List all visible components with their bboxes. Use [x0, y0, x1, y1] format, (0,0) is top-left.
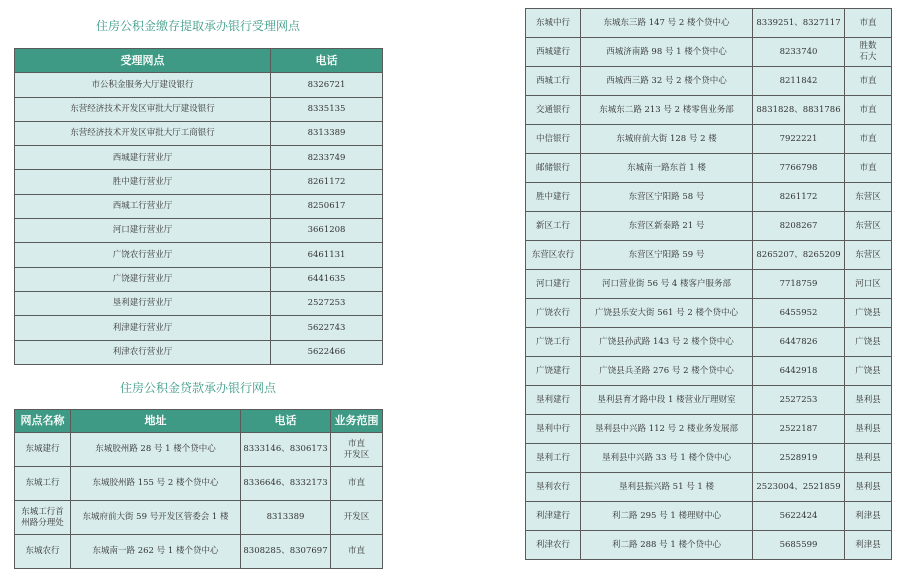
table-cell: 东城工行	[15, 467, 71, 501]
table-cell: 垦利县中兴路 33 号 1 楼个贷中心	[581, 444, 753, 473]
table-cell: 5622424	[753, 502, 845, 531]
table-row	[526, 270, 892, 299]
table-row	[15, 243, 383, 267]
table-cell: 8208267	[753, 212, 845, 241]
table-cell: 东城中行	[526, 9, 581, 38]
table-cell: 东城府前大街 128 号 2 楼	[581, 125, 753, 154]
table-cell: 市直	[845, 96, 892, 125]
table-cell: 西城建行	[526, 38, 581, 67]
table-cell: 2522187	[753, 415, 845, 444]
table-cell: 垦利县振兴路 51 号 1 楼	[581, 473, 753, 502]
table-row	[15, 121, 383, 145]
table-cell: 河口营业街 56 号 4 楼客户服务部	[581, 270, 753, 299]
table-cell: 2528919	[753, 444, 845, 473]
table-row	[15, 146, 383, 170]
table-row	[526, 415, 892, 444]
table-row	[526, 125, 892, 154]
table-cell: 东城东二路 213 号 2 楼零售业务部	[581, 96, 753, 125]
table-row	[526, 328, 892, 357]
table-cell: 垦利县中兴路 112 号 2 楼业务发展部	[581, 415, 753, 444]
table-header-row	[15, 49, 383, 73]
table-row	[526, 473, 892, 502]
table-cell: 8336646、8332173	[241, 467, 331, 501]
table-row	[15, 291, 383, 315]
table-row	[526, 9, 892, 38]
table-cell: 东营区	[845, 212, 892, 241]
table-cell: 市直	[331, 535, 383, 569]
table-cell: 8326721	[271, 73, 383, 97]
table-cell: 东城南一路东首 1 楼	[581, 154, 753, 183]
table-cell: 8831828、8831786	[753, 96, 845, 125]
table-cell: 6442918	[753, 357, 845, 386]
table-cell: 广饶工行	[526, 328, 581, 357]
table-row	[15, 501, 383, 535]
table-cell: 利津建行	[526, 502, 581, 531]
table-cell: 利津县	[845, 531, 892, 560]
table-cell: 广饶县乐安大街 561 号 2 楼个贷中心	[581, 299, 753, 328]
table-cell: 广饶建行营业厅	[15, 267, 271, 291]
table-cell: 东营区	[845, 241, 892, 270]
table-cell: 广饶县	[845, 299, 892, 328]
column-header: 电话	[241, 410, 331, 433]
table-cell: 西城建行营业厅	[15, 146, 271, 170]
table-cell: 东营经济技术开发区审批大厅建设银行	[15, 97, 271, 121]
table-row	[15, 316, 383, 340]
table-cell: 垦利县	[845, 415, 892, 444]
deposit-outlets-table	[14, 48, 383, 365]
table-cell: 东营区农行	[526, 241, 581, 270]
table-cell: 东营区新泰路 21 号	[581, 212, 753, 241]
table-cell: 广饶建行	[526, 357, 581, 386]
table-row	[526, 502, 892, 531]
table-cell: 利二路 295 号 1 楼理财中心	[581, 502, 753, 531]
table-cell: 西城济南路 98 号 1 楼个贷中心	[581, 38, 753, 67]
table-row	[526, 96, 892, 125]
table-cell: 8313389	[271, 121, 383, 145]
table-cell: 2527253	[271, 291, 383, 315]
table-cell: 利津建行营业厅	[15, 316, 271, 340]
table-cell: 广饶农行	[526, 299, 581, 328]
table-cell: 3661208	[271, 219, 383, 243]
table-cell: 8308285、8307697	[241, 535, 331, 569]
table-cell: 2527253	[753, 386, 845, 415]
table-cell: 垦利建行营业厅	[15, 291, 271, 315]
table-cell: 7766798	[753, 154, 845, 183]
table-cell: 5622743	[271, 316, 383, 340]
table-row	[15, 535, 383, 569]
table-row	[15, 194, 383, 218]
table-cell: 河口建行营业厅	[15, 219, 271, 243]
table-cell: 8265207、8265209	[753, 241, 845, 270]
table-cell: 广饶农行营业厅	[15, 243, 271, 267]
table-cell: 8333146、8306173	[241, 433, 331, 467]
table-cell: 2523004、2521859	[753, 473, 845, 502]
table-cell: 8335135	[271, 97, 383, 121]
table-cell: 利津县	[845, 502, 892, 531]
table-cell: 7922221	[753, 125, 845, 154]
table-cell: 8233740	[753, 38, 845, 67]
table-cell: 6447826	[753, 328, 845, 357]
table-cell: 6455952	[753, 299, 845, 328]
table-cell: 垦利县	[845, 386, 892, 415]
table-cell: 东城建行	[15, 433, 71, 467]
table-cell: 新区工行	[526, 212, 581, 241]
section2-title: 住房公积金贷款承办银行网点	[119, 381, 276, 395]
table-cell: 8313389	[241, 501, 331, 535]
table-cell: 垦利农行	[526, 473, 581, 502]
table-row	[526, 154, 892, 183]
table-cell: 垦利县育才路中段 1 楼营业厅理财室	[581, 386, 753, 415]
table-cell: 广饶县兵圣路 276 号 2 楼个贷中心	[581, 357, 753, 386]
loan-outlets-table-continued	[525, 8, 892, 560]
table-cell: 东城东三路 147 号 2 楼个贷中心	[581, 9, 753, 38]
table-cell: 8250617	[271, 194, 383, 218]
column-header: 电话	[271, 49, 383, 73]
column-header: 受理网点	[15, 49, 271, 73]
table-cell: 市直	[845, 154, 892, 183]
table-cell: 中信银行	[526, 125, 581, 154]
table-cell: 8339251、8327117	[753, 9, 845, 38]
table-cell: 东营区宁阳路 58 号	[581, 183, 753, 212]
table-row	[15, 73, 383, 97]
table-row	[526, 38, 892, 67]
table-cell: 5622466	[271, 340, 383, 364]
table-row	[15, 97, 383, 121]
table-cell: 广饶县孙武路 143 号 2 楼个贷中心	[581, 328, 753, 357]
table-cell: 7718759	[753, 270, 845, 299]
table-header-row	[15, 410, 383, 433]
section1-title: 住房公积金缴存提取承办银行受理网点	[95, 19, 300, 33]
table-cell: 西城工行	[526, 67, 581, 96]
table-cell: 6441635	[271, 267, 383, 291]
table-cell: 交通银行	[526, 96, 581, 125]
table-row	[526, 444, 892, 473]
table-cell: 市直	[845, 125, 892, 154]
table-cell: 东城南一路 262 号 1 楼个贷中心	[71, 535, 241, 569]
table-cell: 东城胶州路 28 号 1 楼个贷中心	[71, 433, 241, 467]
table-row	[15, 467, 383, 501]
table-cell: 胜中建行营业厅	[15, 170, 271, 194]
table-cell: 东城工行首 州路分理处	[15, 501, 71, 535]
table-cell: 胜数 石大	[845, 38, 892, 67]
table-cell: 垦利县	[845, 473, 892, 502]
table-cell: 6461131	[271, 243, 383, 267]
table-row	[15, 433, 383, 467]
table-cell: 东城胶州路 155 号 2 楼个贷中心	[71, 467, 241, 501]
table-cell: 东营区宁阳路 59 号	[581, 241, 753, 270]
table-row	[15, 267, 383, 291]
table-cell: 市直	[845, 9, 892, 38]
table-cell: 8261172	[753, 183, 845, 212]
table-cell: 河口建行	[526, 270, 581, 299]
table-cell: 利二路 288 号 1 楼个贷中心	[581, 531, 753, 560]
table-row	[15, 340, 383, 364]
table-cell: 8233749	[271, 146, 383, 170]
table-row	[526, 386, 892, 415]
table-cell: 垦利工行	[526, 444, 581, 473]
table-row	[526, 357, 892, 386]
table-cell: 市直 开发区	[331, 433, 383, 467]
column-header: 业务范围	[331, 410, 383, 433]
table-cell: 河口区	[845, 270, 892, 299]
table-cell: 市直	[331, 467, 383, 501]
table-row	[526, 299, 892, 328]
table-row	[526, 183, 892, 212]
table-cell: 广饶县	[845, 328, 892, 357]
table-cell: 市直	[845, 67, 892, 96]
table-cell: 开发区	[331, 501, 383, 535]
table-cell: 东营区	[845, 183, 892, 212]
column-header: 网点名称	[15, 410, 71, 433]
table-cell: 8261172	[271, 170, 383, 194]
table-cell: 邮储银行	[526, 154, 581, 183]
table-cell: 市公积金服务大厅建设银行	[15, 73, 271, 97]
table-row	[15, 219, 383, 243]
table-cell: 利津农行	[526, 531, 581, 560]
table-cell: 西城工行营业厅	[15, 194, 271, 218]
table-cell: 8211842	[753, 67, 845, 96]
table-cell: 东营经济技术开发区审批大厅工商银行	[15, 121, 271, 145]
table-row	[526, 241, 892, 270]
table-cell: 东城府前大街 59 号开发区管委会 1 楼	[71, 501, 241, 535]
table-cell: 西城西三路 32 号 2 楼个贷中心	[581, 67, 753, 96]
table-row	[526, 531, 892, 560]
table-cell: 垦利建行	[526, 386, 581, 415]
table-cell: 利津农行营业厅	[15, 340, 271, 364]
loan-outlets-table	[14, 409, 383, 569]
table-row	[526, 212, 892, 241]
table-cell: 垦利县	[845, 444, 892, 473]
table-row	[526, 67, 892, 96]
table-cell: 胜中建行	[526, 183, 581, 212]
table-cell: 5685599	[753, 531, 845, 560]
table-cell: 东城农行	[15, 535, 71, 569]
table-cell: 广饶县	[845, 357, 892, 386]
column-header: 地址	[71, 410, 241, 433]
table-row	[15, 170, 383, 194]
table-cell: 垦利中行	[526, 415, 581, 444]
